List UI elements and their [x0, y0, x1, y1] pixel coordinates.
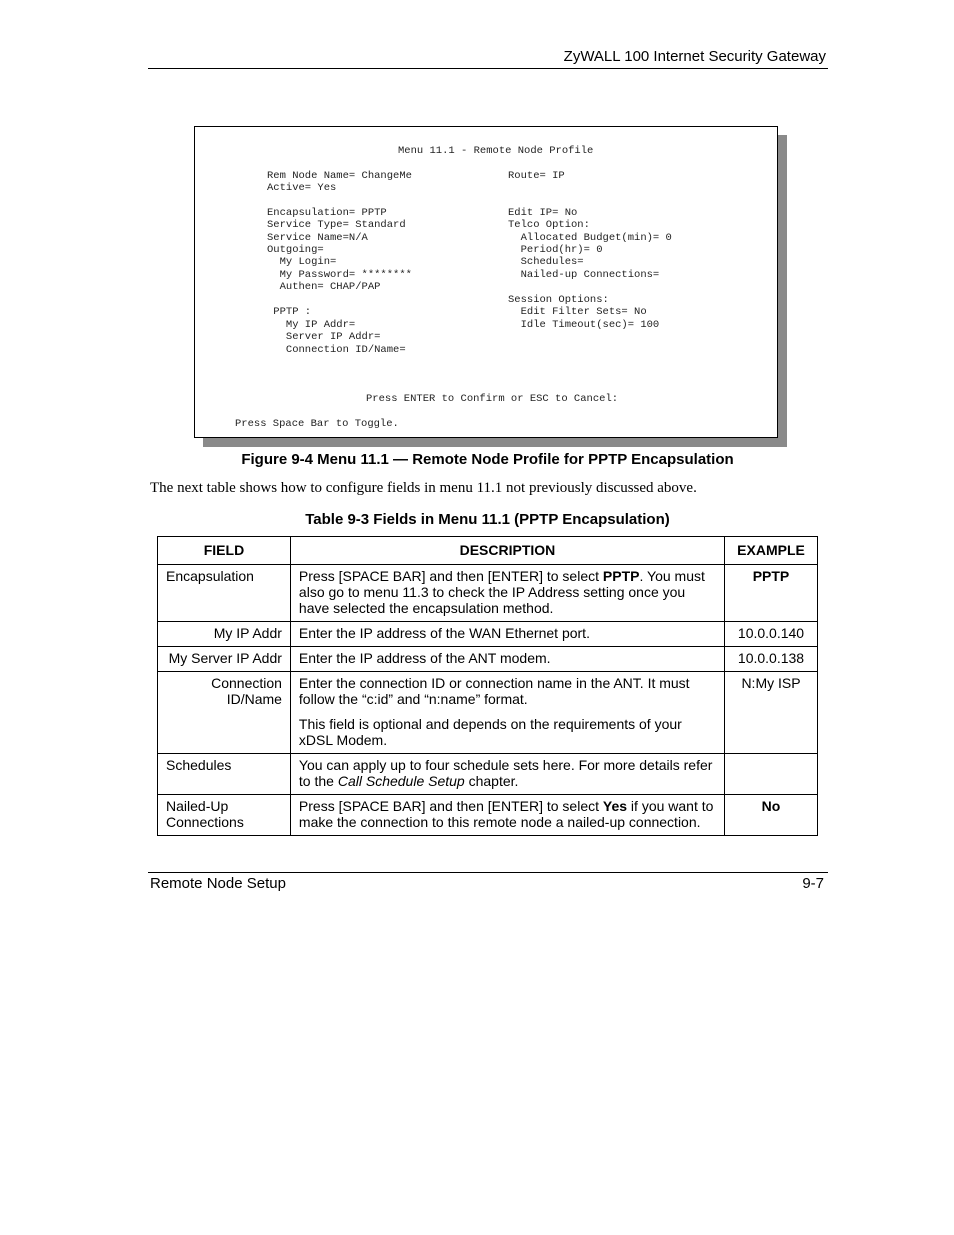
field-cell: Schedules: [158, 754, 291, 795]
example-cell: 10.0.0.140: [725, 622, 818, 647]
table-row: [158, 754, 818, 795]
screen-field-telco-option: Telco Option:: [508, 219, 590, 231]
description-cell: Enter the IP address of the ANT modem.: [290, 647, 724, 672]
intro-paragraph: The next table shows how to configure fields in menu 11.1 not previously discussed above.: [150, 480, 697, 496]
footer-section-title: Remote Node Setup: [150, 875, 286, 892]
table-row: [158, 795, 818, 836]
field-cell: My IP Addr: [158, 622, 291, 647]
screen-field-rem-node-name: Rem Node Name= ChangeMe: [267, 170, 412, 182]
column-header-field: FIELD: [158, 537, 291, 565]
description-cell: Enter the IP address of the WAN Ethernet port.: [290, 622, 724, 647]
description-cell: Press [SPACE BAR] and then [ENTER] to select PPTP. You must also go to menu 11.3 to check the IP Address setting once you have selected the encapsulation method.: [290, 565, 724, 622]
screen-field-service-type: Service Type= Standard: [267, 219, 406, 231]
screen-field-allocated-budget: Allocated Budget(min)= 0: [508, 232, 672, 244]
page-number: 9-7: [802, 875, 824, 892]
field-cell: Connection ID/Name: [158, 672, 291, 754]
screen-field-route: Route= IP: [508, 170, 565, 182]
footer-rule: [148, 872, 828, 873]
terminal-screen-figure: [194, 126, 778, 438]
running-header: ZyWALL 100 Internet Security Gateway: [563, 48, 826, 65]
example-cell: 10.0.0.138: [725, 647, 818, 672]
screen-field-session-options: Session Options:: [508, 294, 609, 306]
header-rule: [148, 68, 828, 69]
screen-field-my-login: My Login=: [267, 256, 337, 268]
field-cell: My Server IP Addr: [158, 647, 291, 672]
screen-field-schedules: Schedules=: [508, 256, 584, 268]
example-cell: [725, 754, 818, 795]
screen-field-nailed-up: Nailed-up Connections=: [508, 269, 660, 281]
screen-toggle-hint: Press Space Bar to Toggle.: [235, 418, 399, 430]
screen-field-active: Active= Yes: [267, 182, 337, 194]
fields-table: [157, 536, 818, 836]
screen-field-period: Period(hr)= 0: [508, 244, 603, 256]
column-header-example: EXAMPLE: [725, 537, 818, 565]
screen-title: Menu 11.1 - Remote Node Profile: [398, 145, 594, 157]
example-cell: N:My ISP: [725, 672, 818, 754]
column-header-description: DESCRIPTION: [290, 537, 724, 565]
figure-caption: Figure 9-4 Menu 11.1 — Remote Node Profile for PPTP Encapsulation: [241, 451, 734, 468]
example-cell: No: [725, 795, 818, 836]
screen-field-edit-filter-sets: Edit Filter Sets= No: [508, 306, 647, 318]
example-cell: PPTP: [725, 565, 818, 622]
screen-field-encapsulation: Encapsulation= PPTP: [267, 207, 387, 219]
screen-field-pptp: PPTP :: [267, 306, 312, 318]
table-row: [158, 672, 818, 754]
field-cell: Nailed-Up Connections: [158, 795, 291, 836]
description-cell: You can apply up to four schedule sets here. For more details refer to the Call Schedule Setup chapter.: [290, 754, 724, 795]
description-cell: Enter the connection ID or connection name in the ANT. It must follow the “c:id” and “n:name” format. This field is optional and depends on the requirements of your xDSL Modem.: [290, 672, 724, 754]
screen-field-server-ip-addr: Server IP Addr=: [267, 331, 381, 343]
screen-field-service-name: Service Name=N/A: [267, 232, 368, 244]
table-row: [158, 622, 818, 647]
table-row: [158, 647, 818, 672]
screen-field-connection-id: Connection ID/Name=: [267, 344, 406, 356]
screen-field-outgoing: Outgoing=: [267, 244, 324, 256]
screen-field-authen: Authen= CHAP/PAP: [267, 281, 381, 293]
description-cell: Press [SPACE BAR] and then [ENTER] to select Yes if you want to make the connection to this remote node a nailed-up connection.: [290, 795, 724, 836]
table-header-row: [158, 537, 818, 565]
screen-field-my-ip-addr: My IP Addr=: [267, 319, 356, 331]
screen-confirm-prompt: Press ENTER to Confirm or ESC to Cancel:: [366, 393, 619, 405]
table-caption: Table 9-3 Fields in Menu 11.1 (PPTP Encapsulation): [305, 511, 670, 528]
screen-field-edit-ip: Edit IP= No: [508, 207, 578, 219]
screen-field-my-password: My Password= ********: [267, 269, 412, 281]
screen-field-idle-timeout: Idle Timeout(sec)= 100: [508, 319, 660, 331]
table-row: [158, 565, 818, 622]
field-cell: Encapsulation: [158, 565, 291, 622]
